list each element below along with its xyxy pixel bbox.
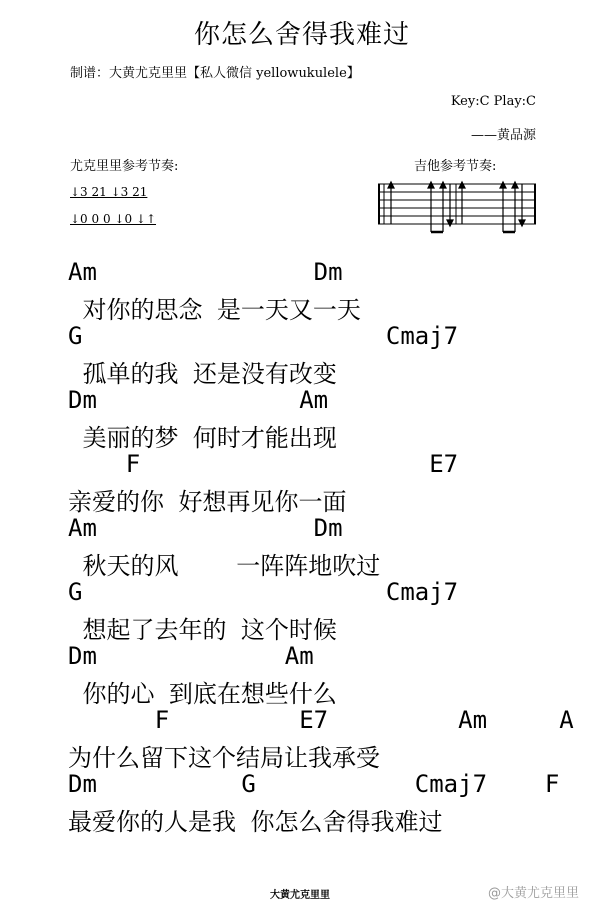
chord-line-4: F E7 [68,450,459,478]
chord-line-5: Am Dm [68,514,343,542]
chord-line-6: G Cmaj7 [68,578,459,606]
chord-line-9: Dm G Cmaj7 F [68,770,560,798]
chord-line-2: G Cmaj7 [68,322,459,350]
chord-line-8: F E7 Am A [68,706,574,734]
guitar-rhythm-label: 吉他参考节奏: [414,159,497,174]
chord-line-7: Dm Am [68,642,314,670]
guitar-strum-tab-icon [376,180,538,236]
lyric-line-9: 最爱你的人是我 你怎么舍得我难过 [68,808,443,836]
lyric-line-2: 孤单的我 还是没有改变 [68,360,337,388]
lyric-line-6: 想起了去年的 这个时候 [68,616,337,644]
song-title: 你怎么舍得我难过 [193,20,410,50]
ukulele-rhythm-line-2: ↓0 0 0 ↓0 ↓↑ [70,212,157,226]
arranger-credit: 制谱：大黄尤克里里【私人微信 yellowukulele】 [70,66,360,81]
lyric-line-5: 秋天的风 一阵阵地吹过 [68,552,381,580]
watermark: @大黄尤克里里 [488,886,580,901]
key-play-info: Key:C Play:C [450,94,536,109]
lyric-line-1: 对你的思念 是一天又一天 [68,296,361,324]
chord-line-3: Dm Am [68,386,329,414]
ukulele-rhythm-label: 尤克里里参考节奏: [70,159,179,174]
footer-brand: 大黄尤克里里 [270,890,330,901]
lyric-line-4: 亲爱的你 好想再见你一面 [68,488,347,516]
lyric-line-8: 为什么留下这个结局让我承受 [68,744,380,772]
ukulele-rhythm-line-1: ↓3 21 ↓3 21 [70,185,148,199]
lyric-line-3: 美丽的梦 何时才能出现 [68,424,337,452]
lyric-line-7: 你的心 到底在想些什么 [68,680,337,708]
artist-credit: ——黄品源 [470,128,536,143]
chord-line-1: Am Dm [68,258,343,286]
